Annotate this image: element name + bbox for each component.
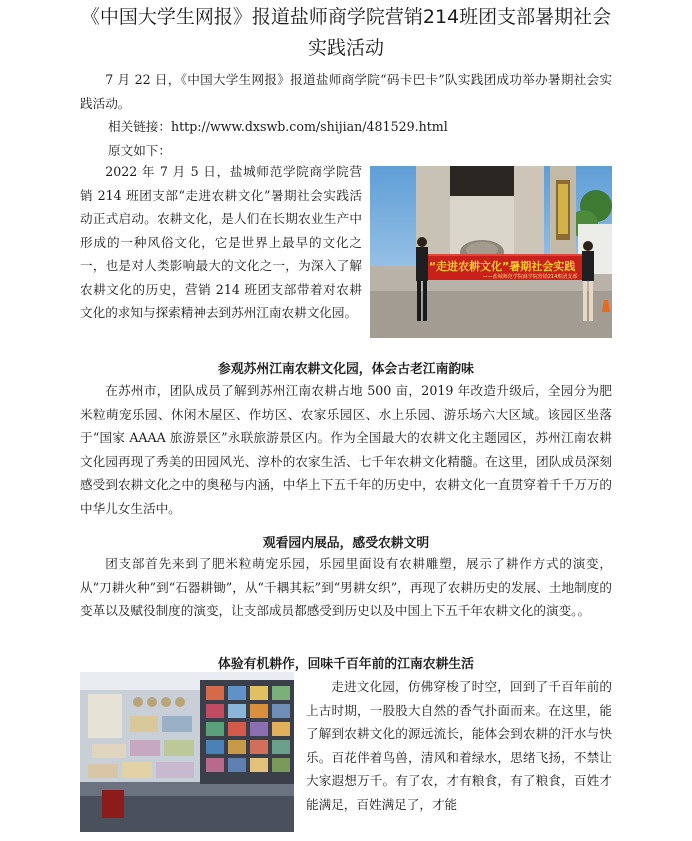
title-line-1: 《中国大学生网报》报道盐师商学院营销214班团支部暑期社会	[80, 6, 612, 28]
paragraph-launch: 2022 年 7 月 5 日，盐城师范学院商学院营销 214 班团支部“走进农耕文化”暑期社会实践活动正式启动。农耕文化，是人们在长期农业生产中形成的一种风俗文化，它是世界上最早的文化之一，也是对人类影响最大的文化之一，为深入了解农耕文化的历史，营销 214 班团支部带着对农耕文化的求知与探索精神去到苏州江南农耕文化园。	[80, 164, 362, 320]
paragraph-farming: 走进文化园，仿佛穿梭了时空，回到了千百年前的上古时期，一股股大自然的香气扑面而来。在这里，能了解到农耕文化的源远流长，能体会到农耕的汗水与快乐。百花伴着鸟兽，清风和着绿水，思绪飞扬，不禁让大家遐想万千。有了农，才有粮食，有了粮食，百姓才能满足，百姓满足了，才能	[306, 679, 612, 812]
paragraph-exhibits: 团支部首先来到了肥米粒萌宠乐园，乐园里面设有农耕雕塑，展示了耕作方式的演变，从“刀耕火种”到“石器耕锄”，从“千耦其耘”到“男耕女织”，再现了农耕历史的发展、土地制度的变革以及赋役制度的演变，让支部成员都感受到历史以及中国上下五千年农耕文化的演变。。	[80, 556, 612, 618]
paragraph-visit: 在苏州市，团队成员了解到苏州江南农耕占地 500 亩，2019 年改造升级后，全园分为肥米粒萌宠乐园、休闲木屋区、作坊区、农家乐园区、水上乐园、游乐场六大区域。该园区坐落于“国家 AAAA 旅游景区”永联旅游景区内。作为全国最大的农耕文化主题园区，苏州江南农耕文化园再现了秀美的田园风光、淳朴的农家生活、七千年农耕文化精髓。在这里，团队成员深刻感受到农耕文化之中的奥秘与内涵，中华上下五千年的历史中，农耕文化一直贯穿着千千万万的中华儿女生活中。	[80, 383, 612, 516]
team-banner-photo-illustration	[370, 166, 612, 338]
related-link-label: 相关链接：	[108, 119, 171, 134]
section-heading-visit: 参观苏州江南农耕文化园，体会古老江南韵味	[218, 362, 474, 377]
exhibit-display-photo-illustration	[80, 672, 294, 832]
related-link-url[interactable]: http://www.dxswb.com/shijian/481529.html	[170, 119, 448, 134]
section-heading-exhibits: 观看园内展品，感受农耕文明	[262, 536, 430, 551]
section-heading-farming: 体验有机耕作，回味千百年前的江南农耕生活	[218, 657, 474, 672]
article-title	[30, 2, 662, 64]
intro-paragraph: 7 月 22 日，《中国大学生网报》报道盐师商学院“码卡巴卡”队实践团成功举办暑期社会实践活动。	[80, 72, 612, 111]
exhibit-display-photo	[80, 672, 294, 832]
banner-subtext: ——盐城师范学院商学院营销214班团支部	[482, 274, 578, 280]
title-line-2: 实践活动	[307, 37, 384, 59]
related-link	[108, 116, 448, 135]
banner-text: “走进农耕文化”暑期社会实践	[428, 260, 576, 273]
original-text-label: 原文如下：	[108, 143, 171, 158]
team-banner-photo	[370, 166, 612, 338]
